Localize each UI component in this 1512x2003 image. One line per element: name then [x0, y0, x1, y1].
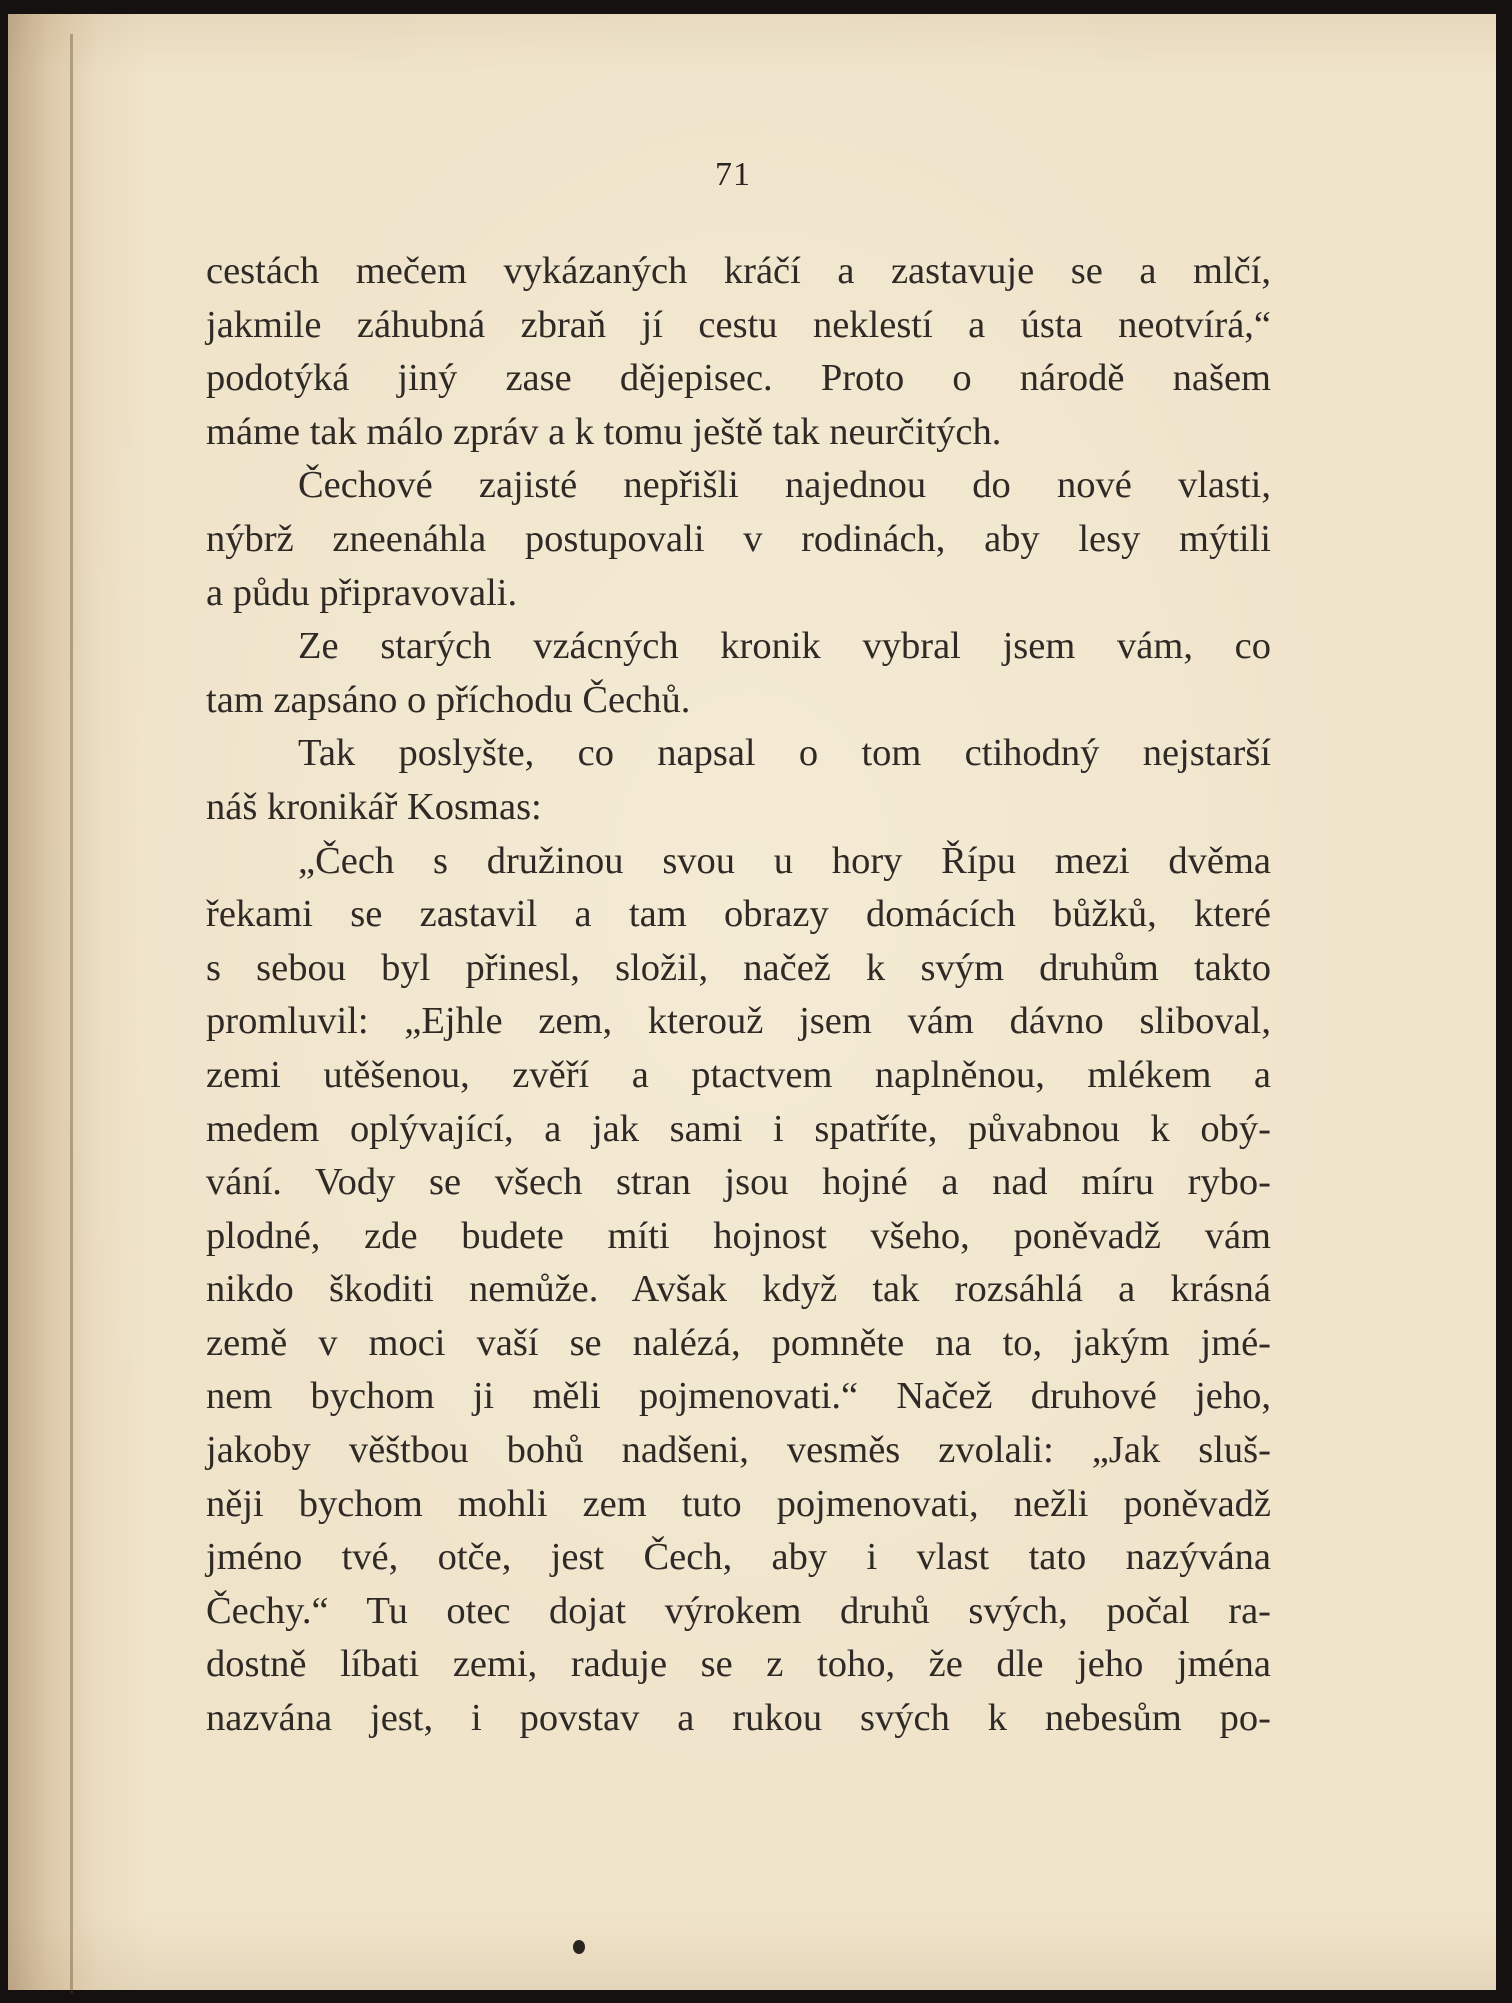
- text-line: „Čech s družinou svou u hory Řípu mezi dvěma: [298, 839, 1271, 882]
- text-line: cestách mečem vykázaných kráčí a zastavuje se a mlčí,: [206, 250, 1271, 292]
- text-line: náš kronikář Kosmas:: [206, 785, 542, 828]
- text-line: jakmile záhubná zbraň jí cestu neklestí a ústa neotvírá,“: [206, 303, 1271, 346]
- text-line: promluvil: „Ejhle zem, kterouž jsem vám dávno sliboval,: [206, 1000, 1271, 1043]
- text-line: nazvána jest, i povstav a rukou svých k nebesům po-: [206, 1697, 1271, 1740]
- text-line: máme tak málo zpráv a k tomu ještě tak neurčitých.: [206, 410, 1002, 453]
- text-line: tam zapsáno o příchodu Čechů.: [206, 678, 691, 721]
- text-line: země v moci vaší se nalézá, pomněte na to, jakým jmé-: [206, 1321, 1271, 1364]
- text-line: vání. Vody se všech stran jsou hojné a nad míru rybo-: [206, 1161, 1271, 1204]
- text-line: Ze starých vzácných kronik vybral jsem vám, co: [298, 625, 1271, 668]
- text-line: dostně líbati zemi, raduje se z toho, že dle jeho jména: [206, 1643, 1271, 1686]
- text-line: a půdu připravovali.: [206, 571, 518, 614]
- text-line: Tak poslyšte, co napsal o tom ctihodný nejstarší: [298, 732, 1271, 775]
- text-line: Čechové zajisté nepřišli najednou do nové vlasti,: [298, 464, 1271, 507]
- page-number: 71: [715, 156, 751, 193]
- text-line: zemi utěšenou, zvěří a ptactvem naplněnou, mlékem a: [206, 1053, 1271, 1096]
- text-line: nikdo škoditi nemůže. Avšak když tak rozsáhlá a krásná: [206, 1268, 1271, 1311]
- text-line: s sebou byl přinesl, složil, načež k svým druhům takto: [206, 946, 1271, 989]
- text-line: jakoby věštbou bohů nadšeni, vesměs zvolali: „Jak sluš-: [206, 1429, 1271, 1472]
- text-line: jméno tvé, otče, jest Čech, aby i vlast tato nazývána: [206, 1536, 1271, 1579]
- text-line: Čechy.“ Tu otec dojat výrokem druhů svých, počal ra-: [206, 1589, 1271, 1632]
- text-line: plodné, zde budete míti hojnost všeho, poněvadž vám: [206, 1214, 1271, 1257]
- text-line: medem oplývající, a jak sami i spatříte, půvabnou k obý-: [206, 1107, 1271, 1150]
- ink-dot: [573, 1940, 585, 1954]
- text-line: něji bychom mohli zem tuto pojmenovati, nežli poněvadž: [206, 1482, 1271, 1525]
- text-line: nem bychom ji měli pojmenovati.“ Načež druhové jeho,: [206, 1375, 1271, 1418]
- text-line: nýbrž zneenáhla postupovali v rodinách, aby lesy mýtili: [206, 517, 1271, 560]
- text-line: podotýká jiný zase dějepisec. Proto o národě našem: [206, 357, 1271, 400]
- body-text: [206, 245, 1271, 1746]
- text-line: řekami se zastavil a tam obrazy domácích bůžků, které: [206, 893, 1271, 936]
- book-page: [8, 14, 1496, 1990]
- page-gutter-line: [70, 34, 73, 1994]
